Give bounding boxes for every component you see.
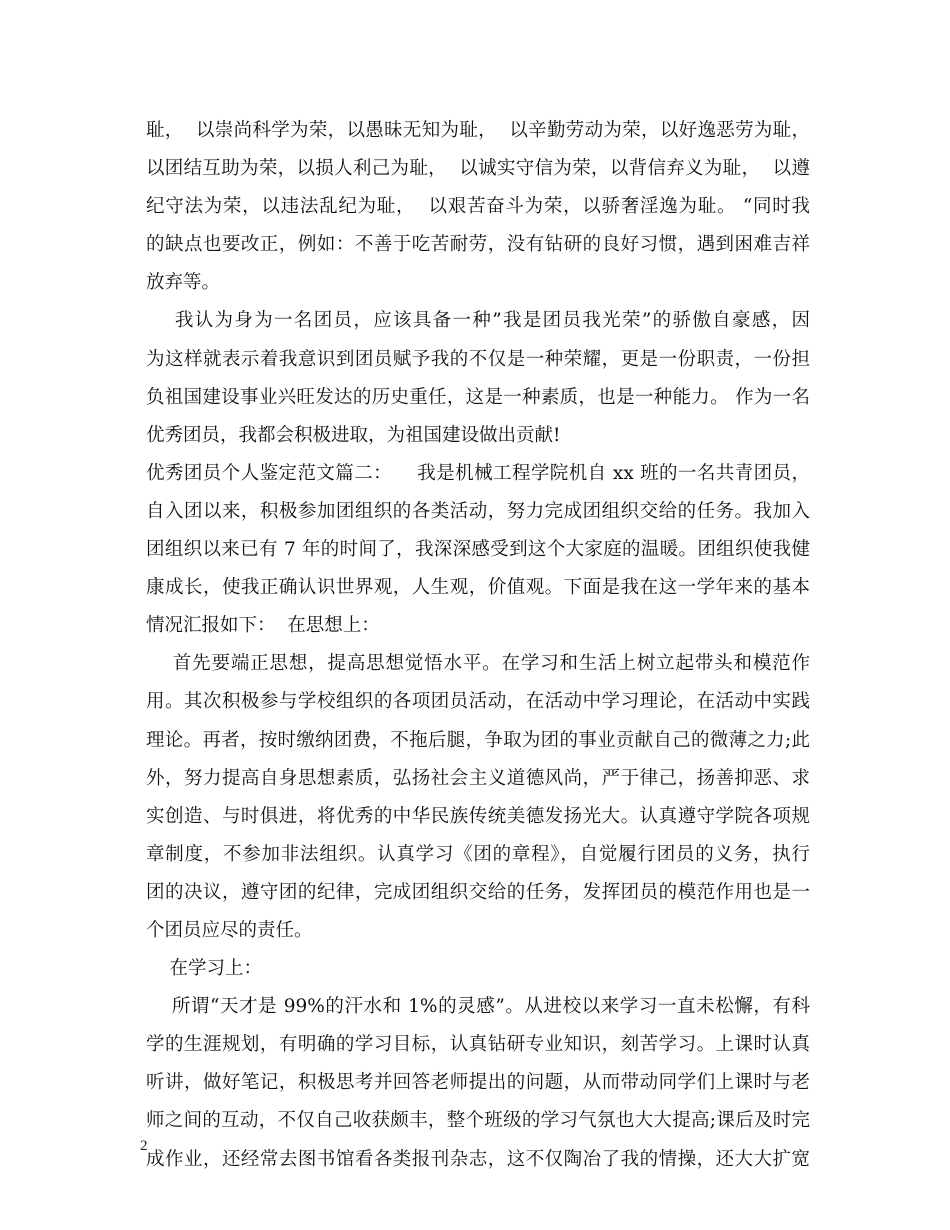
page-number: 2 [140,1138,148,1154]
text-line: 负祖国建设事业兴旺发达的历史重任，这是一种素质，也是一种能力。 作为一名 [146,386,810,408]
text-line: 听讲，做好笔记，积极思考并回答老师提出的问题，从而带动同学们上课时与老 [146,1072,810,1094]
text-line: 外，努力提高自身思想素质，弘扬社会主义道德风尚，严于律己，扬善抑恶、求 [146,767,810,789]
text-line: 为这样就表示着我意识到团员赋予我的不仅是一种荣耀，更是一份职责，一份担 [146,348,810,370]
text-line: 个团员应尽的责任。 [146,919,313,941]
text-line: 团的决议，遵守团的纪律，完成团组织交给的任务，发挥团员的模范作用也是一 [146,881,810,903]
text-line: 成作业，还经常去图书馆看各类报刊杂志，这不仅陶冶了我的情操，还大大扩宽 [146,1148,810,1170]
text-line: 优秀团员个人鉴定范文篇二： 我是机械工程学院机自 xx 班的一名共青团员， [146,462,810,484]
text-line: 所谓“天才是 99%的汗水和 1%的灵感”。从进校以来学习一直未松懈，有科 [146,996,810,1018]
text-line: 的缺点也要改正，例如：不善于吃苦耐劳，没有钻研的良好习惯，遇到困难吉祥 [146,234,810,256]
text-line: 自入团以来，积极参加团组织的各类活动，努力完成团组织交给的任务。我加入 [146,500,810,522]
text-line: 实创造、与时俱进，将优秀的中华民族传统美德发扬光大。认真遵守学院各项规 [146,805,810,827]
text-line: 放弃等。 [146,272,221,294]
text-line: 章制度，不参加非法组织。认真学习《团的章程》，自觉履行团员的义务，执行 [146,843,810,865]
text-line: 情况汇报如下： 在思想上： [146,615,380,637]
text-line: 在学习上： [146,958,263,980]
text-line: 用。其次积极参与学校组织的各项团员活动，在活动中学习理论，在活动中实践 [146,691,810,713]
text-line: 优秀团员，我都会积极进取，为祖国建设做出贡献! [146,424,561,446]
text-line: 理论。再者，按时缴纳团费，不拖后腿，争取为团的事业贡献自己的微薄之力;此 [146,729,810,751]
text-line: 以团结互助为荣，以损人利己为耻， 以诚实守信为荣，以背信弃义为耻， 以遵 [146,158,810,180]
text-line: 我认为身为一名团员，应该具备一种”我是团员我光荣”的骄傲自豪感，因 [146,310,810,332]
text-line: 学的生涯规划，有明确的学习目标，认真钻研专业知识，刻苦学习。上课时认真 [146,1034,810,1056]
text-line: 纪守法为荣，以违法乱纪为耻， 以艰苦奋斗为荣，以骄奢淫逸为耻。 “同时我 [146,196,810,218]
text-line: 首先要端正思想，提高思想觉悟水平。在学习和生活上树立起带头和模范作 [146,653,810,675]
text-line: 团组织以来已有 7 年的时间了，我深深感受到这个大家庭的温暖。团组织使我健 [146,539,810,561]
document-body [146,112,810,1179]
text-line: 耻， 以崇尚科学为荣，以愚昧无知为耻， 以辛勤劳动为荣，以好逸恶劳为耻， [146,120,810,141]
text-line: 师之间的互动，不仅自己收获颇丰，整个班级的学习气氛也大大提高;课后及时完 [146,1110,810,1132]
text-line: 康成长，使我正确认识世界观，人生观，价值观。下面是我在这一学年来的基本 [146,577,810,599]
